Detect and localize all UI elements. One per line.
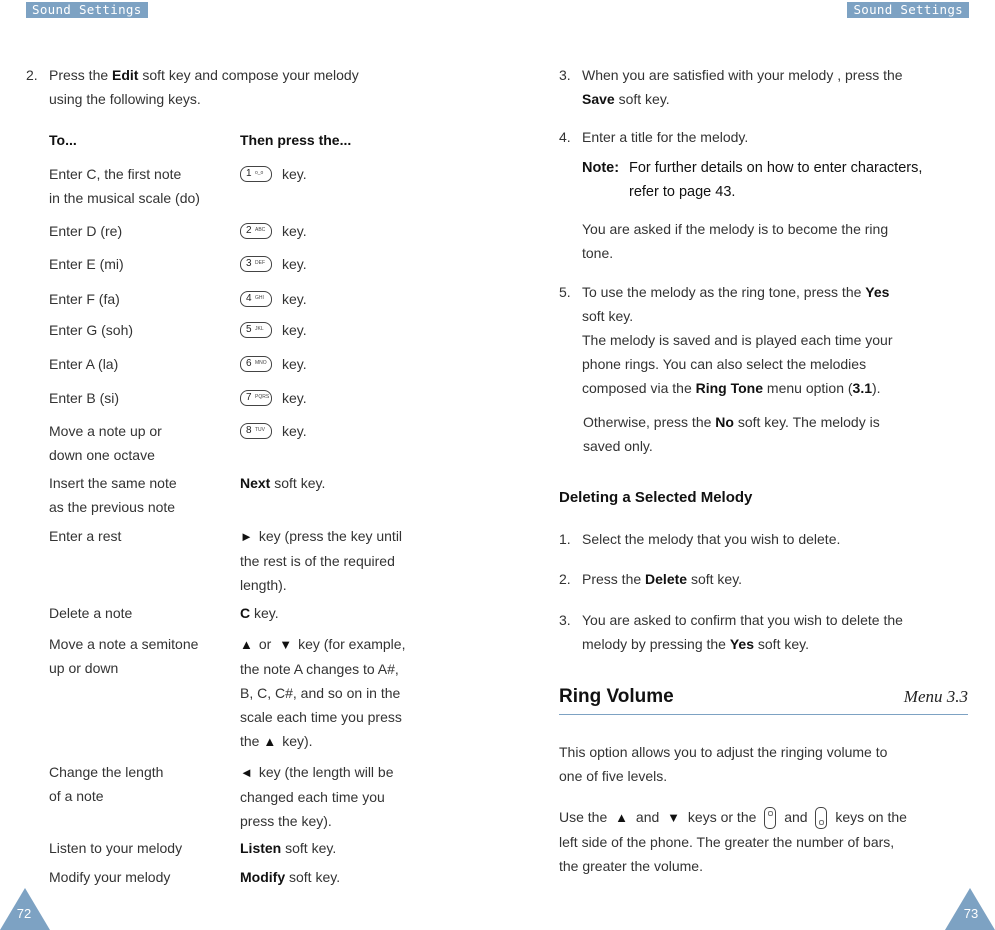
- keypad-key-8-icon: 8 TUV: [240, 423, 272, 439]
- keypad-key-6-icon: 6 MNO: [240, 356, 272, 372]
- delete-step-2: 2. Press the Delete soft key.: [559, 571, 743, 587]
- volume-paragraph: This option allows you to adjust the ringing volume to one of five levels.: [559, 744, 888, 784]
- header-right-title: Sound Settings: [847, 2, 969, 18]
- keypad-key-3-icon: 3 DEF: [240, 256, 272, 272]
- delete-step-3: 3. You are asked to confirm that you wish to delete the melody by pressing the Yes soft key.: [559, 612, 903, 652]
- keypad-key-1-icon: 1 o_o: [240, 166, 272, 182]
- use-keys-paragraph: Use the ▲ and ▼ keys or the and keys on the left side of the phone. The greater the number of bars, the greater the volume.: [559, 805, 979, 878]
- section-heading-delete: Deleting a Selected Melody: [559, 489, 753, 506]
- step-4: 4. Enter a title for the melody.: [559, 129, 749, 145]
- col-to: To...: [49, 132, 77, 148]
- keypad-key-5-icon: 5 JKL: [240, 322, 272, 338]
- keypad-key-2-icon: 2 ABC: [240, 223, 272, 239]
- down-arrow-icon: ▼: [279, 637, 293, 652]
- keypad-key-7-icon: 7 PQRS: [240, 390, 272, 406]
- header-left-title: Sound Settings: [26, 2, 148, 18]
- keypad-key-4-icon: 4 GHI: [240, 291, 272, 307]
- right-arrow-icon: ►: [240, 529, 253, 544]
- delete-step-1: 1. Select the melody that you wish to delete.: [559, 531, 841, 547]
- asked-paragraph: You are asked if the melody is to become the ring tone.: [582, 221, 889, 261]
- up-arrow-icon: ▲: [240, 637, 253, 652]
- volume-up-side-key-icon: [764, 807, 776, 829]
- step-2: 2. Press the Edit soft key and compose your melody using the following keys.: [26, 67, 359, 107]
- volume-down-side-key-icon: [815, 807, 827, 829]
- up-arrow-icon: ▲: [263, 734, 277, 749]
- otherwise-paragraph: Otherwise, press the No soft key. The melody is saved only.: [583, 414, 880, 454]
- step-5: 5. To use the melody as the ring tone, press the Yes soft key. The melody is saved and is played each time your phone rings. You can also select the melodies composed via the Ring Tone menu option (3.1).: [559, 284, 893, 396]
- ring-volume-title: Ring Volume: [559, 686, 674, 707]
- step-3: 3. When you are satisfied with your melody , press the Save soft key.: [559, 67, 903, 107]
- down-arrow-icon: ▼: [667, 810, 681, 825]
- up-arrow-icon: ▲: [615, 810, 629, 825]
- left-arrow-icon: ◄: [240, 765, 253, 780]
- col-then: Then press the...: [240, 132, 352, 148]
- page-number-right: 73: [945, 888, 995, 930]
- note: Note: For further details on how to enter characters, refer to page 43.: [582, 160, 923, 200]
- menu-number: Menu 3.3: [903, 687, 968, 706]
- page-number-left: 72: [0, 888, 50, 930]
- section-rule: [559, 714, 968, 715]
